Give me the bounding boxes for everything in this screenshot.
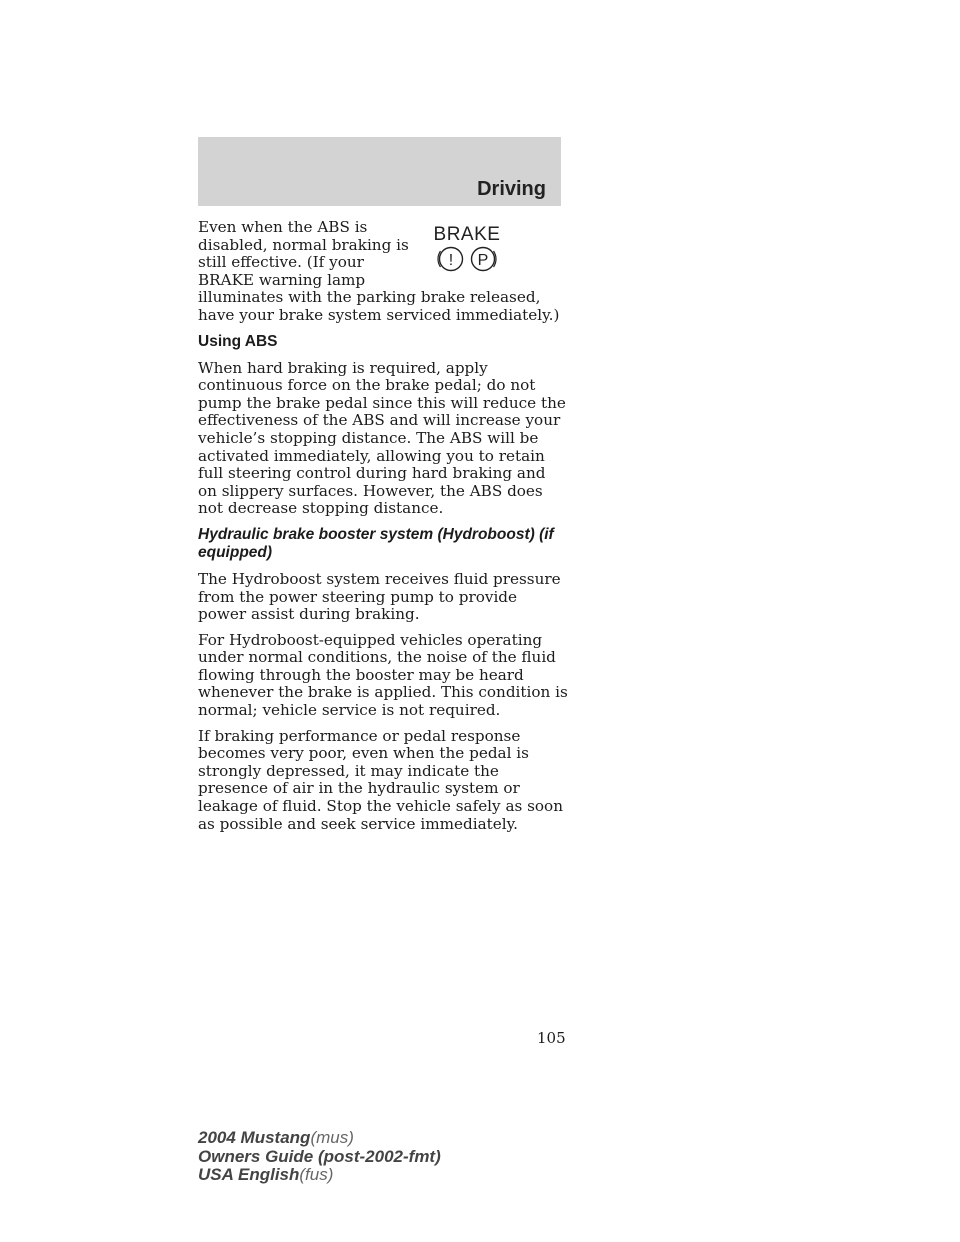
footer-line-1 <box>198 1129 441 1148</box>
brake-warning-icon <box>422 225 512 272</box>
hydroboost-paragraph-1: The Hydroboost system receives fluid pressure from the power steering pump to provide power assist during braking. <box>198 569 561 624</box>
footer-language-code: (fus) <box>299 1165 334 1184</box>
exclamation-glyph: ! <box>448 252 454 269</box>
page-content <box>198 219 568 841</box>
footer-language: USA English <box>198 1165 300 1184</box>
section-title: Driving <box>477 178 546 200</box>
intro-paragraph: Even when the ABS is disabled, normal braking is still effective. (If your BRAKE warning lamp illuminates with the parking brake released, have your brake system serviced immediately.) <box>198 218 560 324</box>
footer-model-code: (mus) <box>310 1128 354 1147</box>
hydroboost-heading: Hydraulic brake booster system (Hydroboost) (if equipped) <box>198 525 554 561</box>
parking-brake-circles-icon <box>432 246 502 272</box>
using-abs-paragraph: When hard braking is required, apply continuous force on the brake pedal; do not pump the brake pedal since this will reduce the effectiveness of the ABS and will increase your vehicle’s stopping distance. The ABS will be activated immediately, allowing you to retain full steering control during hard braking and on slippery surfaces. However, the ABS does not decrease stopping distance. <box>198 358 566 518</box>
hydroboost-paragraph-2: For Hydroboost-equipped vehicles operating under normal conditions, the noise of the fluid flowing through the booster may be heard whenever the brake is applied. This condition is normal; vehicle service is not required. <box>198 630 568 720</box>
section-header <box>198 137 561 206</box>
footer-line-2 <box>198 1148 441 1167</box>
document-footer <box>198 1129 441 1185</box>
footer-guide: Owners Guide (post-2002-fmt) <box>198 1146 441 1166</box>
hydroboost-paragraph-3: If braking performance or pedal response becomes very poor, even when the pedal is strongly depressed, it may indicate the presence of air in the hydraulic system or leakage of fluid. Stop the vehicle safely as soon as possible and seek service immediately. <box>198 726 563 833</box>
footer-model: 2004 Mustang <box>198 1128 311 1147</box>
page-number: 105 <box>537 1029 566 1047</box>
footer-line-3 <box>198 1166 441 1185</box>
using-abs-heading: Using ABS <box>198 332 278 350</box>
parking-p-glyph: P <box>477 252 489 269</box>
brake-icon-label: BRAKE <box>433 224 501 245</box>
